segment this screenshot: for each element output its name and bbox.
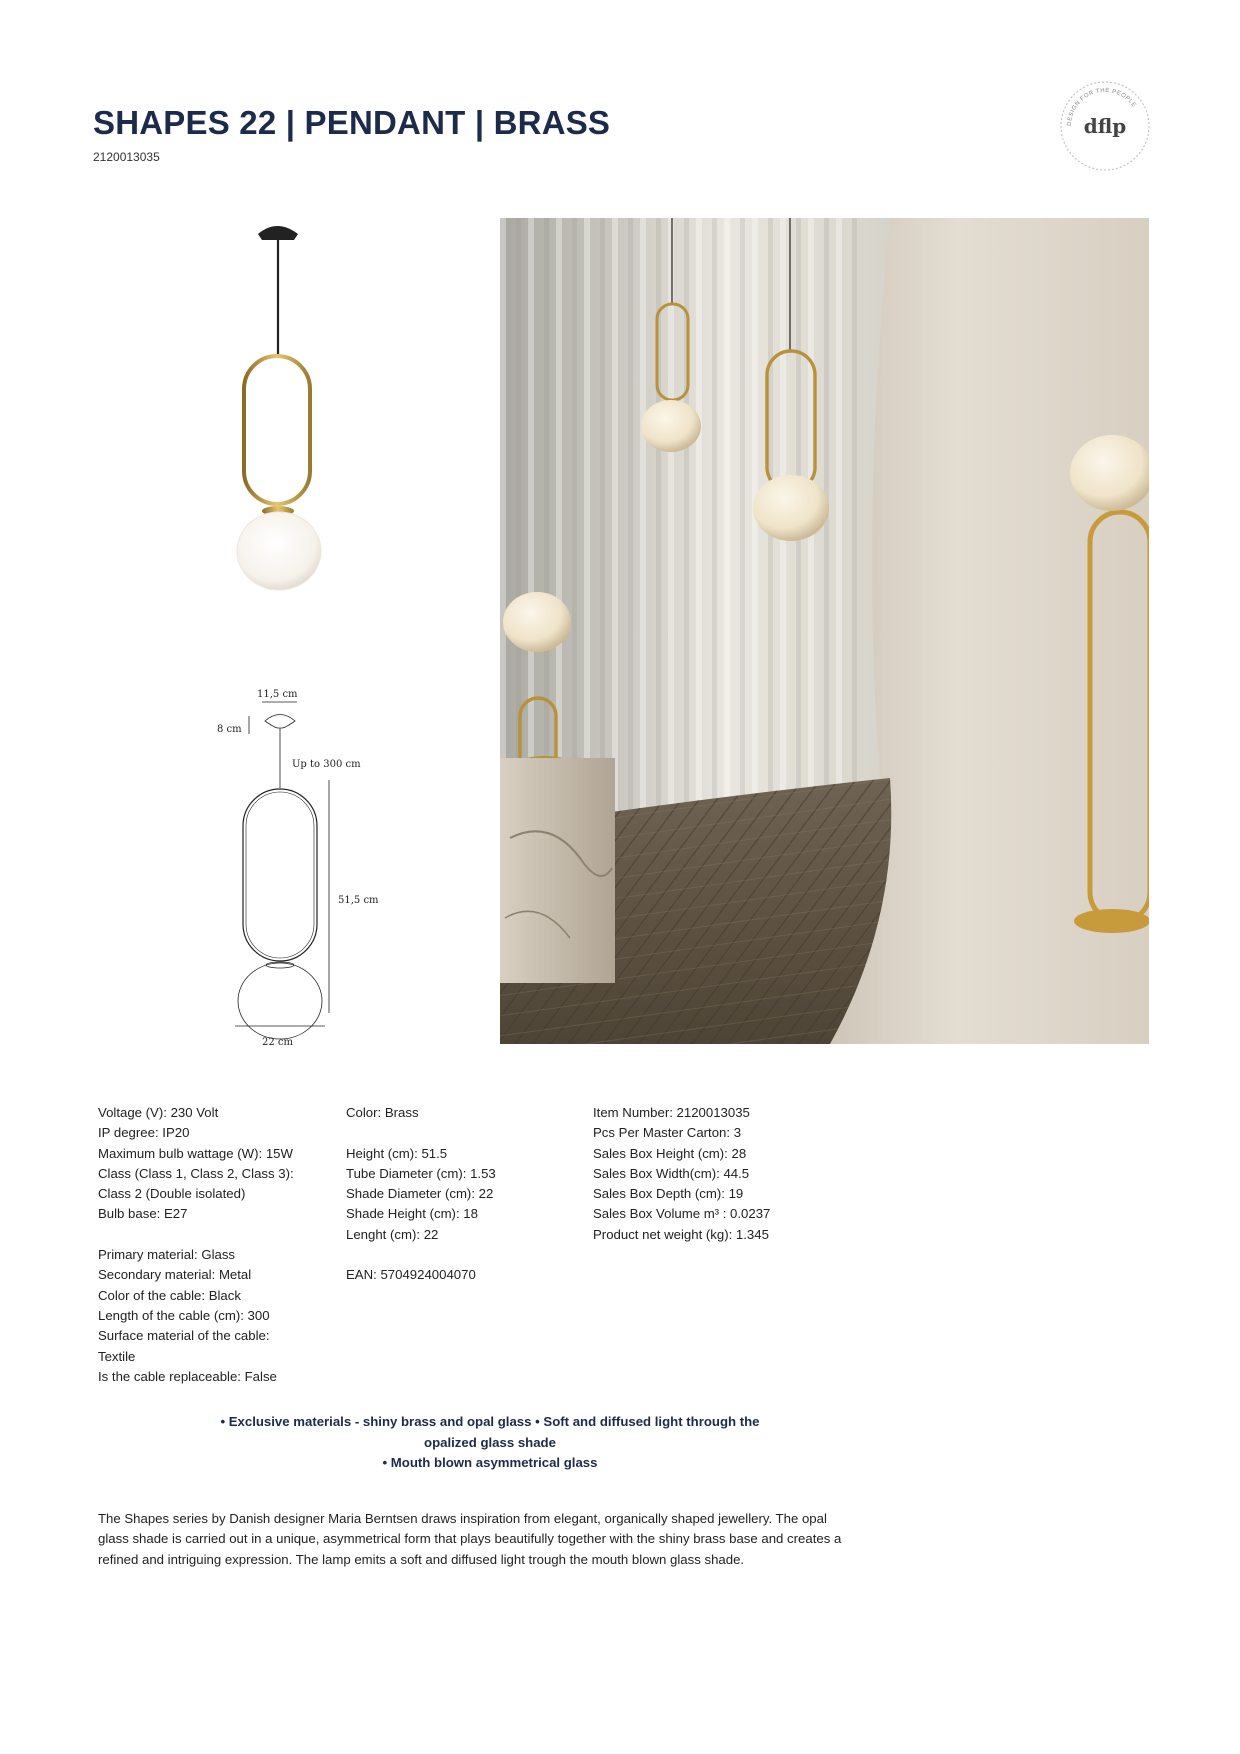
cable-length-label: Up to 300 cm [292,759,361,770]
spec-line: Sales Box Height (cm): 28 [593,1145,747,1161]
lifestyle-photo [500,218,1149,1044]
spec-line: Lenght (cm): 22 [346,1226,439,1242]
spec-line: Pcs Per Master Carton: 3 [593,1125,742,1141]
spec-line: Sales Box Depth (cm): 19 [593,1186,744,1202]
spec-line: Voltage (V): 230 Volt [98,1105,219,1120]
spec-column-dimensions [346,1103,496,1286]
spec-line: Sales Box Volume m³ : 0.0237 [593,1206,771,1222]
spec-line: Secondary material: Metal [98,1267,252,1283]
dimension-drawing [205,688,405,1058]
body-height-label: 51,5 cm [338,895,379,906]
spec-line: IP degree: IP20 [98,1125,190,1141]
feature-line: • Exclusive materials - shiny brass and opal glass • Soft and diffused light through the [220,1414,760,1429]
spec-line: Bulb base: E27 [98,1206,188,1222]
spec-line: Length of the cable (cm): 300 [98,1307,270,1323]
spec-line: Color: Brass [346,1105,419,1120]
spec-line: Shade Diameter (cm): 22 [346,1186,494,1202]
logo-text: dflp [1083,114,1127,138]
spec-line: Shade Height (cm): 18 [346,1206,478,1222]
canopy-width-label: 11,5 cm [257,689,298,700]
page-title: SHAPES 22 | PENDANT | BRASS [93,104,611,141]
description-line: glass shade is carried out in a unique, asymmetrical form that plays beautifully together with the shiny brass base and creates a [98,1531,842,1547]
logo-ring-text: DESIGN FOR THE PEOPLE [1066,87,1137,127]
feature-line: • Mouth blown asymmetrical glass [382,1455,598,1470]
spec-line: Item Number: 2120013035 [593,1105,750,1120]
spec-line: Height (cm): 51.5 [346,1145,448,1161]
spec-line: Tube Diameter (cm): 1.53 [346,1165,496,1181]
description-line: The Shapes series by Danish designer Maria Berntsen draws inspiration from elegant, organically shaped jewellery. The opal [98,1511,827,1526]
spec-line: Sales Box Width(cm): 44.5 [593,1165,750,1181]
item-code: 2120013035 [93,150,160,164]
shade-diameter-label: 22 cm [262,1037,293,1048]
spec-line: Color of the cable: Black [98,1287,241,1303]
feature-highlights [100,1412,880,1474]
spec-line: Class 2 (Double isolated) [98,1186,246,1202]
spec-line: Is the cable replaceable: False [98,1368,277,1384]
canopy-height-label: 8 cm [217,724,242,735]
spec-line: EAN: 5704924004070 [346,1267,476,1283]
brand-logo [1057,78,1153,174]
spec-line: Class (Class 1, Class 2, Class 3): [98,1165,294,1181]
product-description [98,1509,878,1570]
feature-line: opalized glass shade [424,1434,556,1450]
spec-line: Maximum bulb wattage (W): 15W [98,1145,293,1161]
spec-line: Surface material of the cable: [98,1328,270,1344]
spec-line: Textile [98,1348,136,1364]
description-line: refined and intriguing expression. The lamp emits a soft and diffused light trough the mouth blown glass shade. [98,1551,745,1567]
spec-line: Product net weight (kg): 1.345 [593,1226,769,1242]
spec-column-packaging [593,1103,770,1245]
spec-column-electrical [98,1103,294,1387]
product-image [122,218,442,598]
spec-line: Primary material: Glass [98,1247,236,1263]
